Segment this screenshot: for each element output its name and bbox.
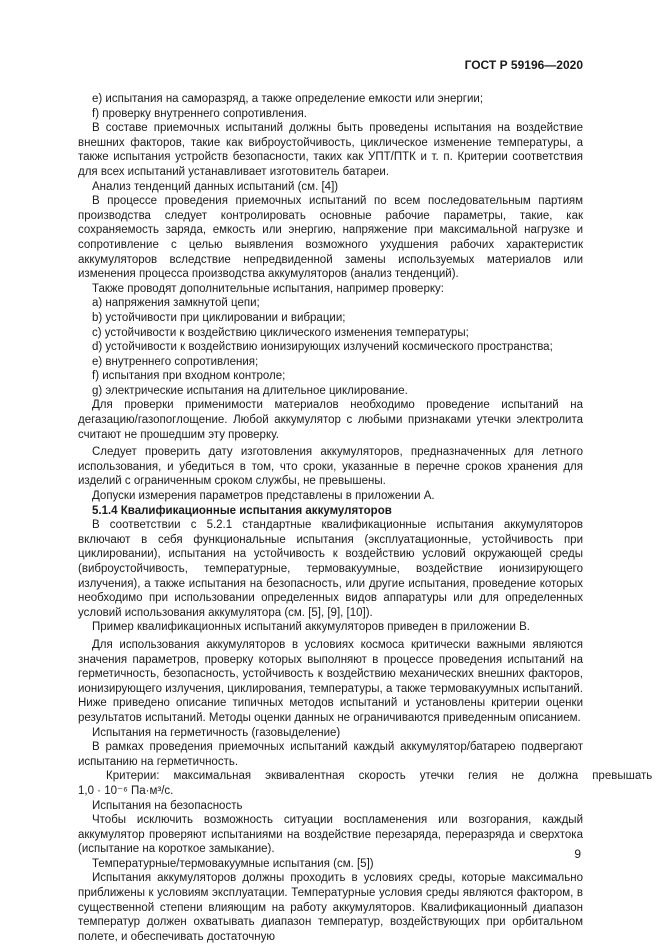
paragraph: 5.1.4 Квалификационные испытания аккумуляторов bbox=[78, 504, 583, 519]
paragraph: d) устойчивости к воздействию ионизирующих излучений космического пространства; bbox=[78, 340, 583, 355]
paragraph: a) напряжения замкнутой цепи; bbox=[78, 296, 583, 311]
paragraph: В рамках проведения приемочных испытаний каждый аккумулятор/батарею подвергают испытанию на герметичность. bbox=[78, 740, 583, 769]
criteria-line-2: 1,0 · 10⁻⁶ Па·м³/с. bbox=[78, 784, 583, 799]
document-code: ГОСТ Р 59196—2020 bbox=[465, 58, 583, 72]
paragraph: Для использования аккумуляторов в условиях космоса критически важными являются значения параметров, проверку которых выполняют в процессе проведения испытаний на герметичность, безопасность, устойчивость к воздействию механических внешних факторов, ионизирующего излучения, циклирования, температуры, а также термовакуумных испытаний. Ниже приведено описание типичных методов испытаний и установлены критерии оценки результатов испытаний. Методы оценки данных не ограничиваются приведенным описанием. bbox=[78, 638, 583, 726]
paragraph: Температурные/термовакуумные испытания (см. [5]) bbox=[78, 857, 583, 872]
paragraph: Испытания аккумуляторов должны проходить в условиях среды, которые максимально приближены к условиям эксплуатации. Температурные условия среды являются фактором, в существенной степени влияющим на работу аккумуляторов. Квалификационный диапазон температур должен охватывать диапазон температур, воздействующих при орбитальном полете, и обеспечивать достаточную bbox=[78, 871, 583, 944]
paragraph: e) внутреннего сопротивления; bbox=[78, 355, 583, 370]
text-block-2 bbox=[78, 799, 583, 944]
criteria-word: превышать bbox=[578, 769, 652, 784]
paragraph: g) электрические испытания на длительное циклирование. bbox=[78, 384, 583, 399]
criteria-word: максимальная bbox=[160, 769, 252, 784]
criteria-word: должна bbox=[524, 769, 578, 784]
paragraph: e) испытания на саморазряд, а также определение емкости или энергии; bbox=[78, 92, 583, 107]
paragraph: Анализ тенденций данных испытаний (см. [4]) bbox=[78, 180, 583, 195]
text-block-1 bbox=[78, 92, 583, 769]
criteria-word: не bbox=[497, 769, 524, 784]
criteria-word: скорость bbox=[345, 769, 406, 784]
paragraph: f) проверку внутреннего сопротивления. bbox=[78, 107, 583, 122]
page-number: 9 bbox=[574, 847, 581, 861]
criteria-word: эквивалентная bbox=[251, 769, 345, 784]
paragraph: Испытания на герметичность (газовыделение) bbox=[78, 726, 583, 741]
paragraph: В процессе проведения приемочных испытаний по всем последовательным партиям производства следует контролировать основные рабочие параметры, такие, как сохраняемость заряда, емкость или энергию, напряжение при максимальной нагрузке и сопротивление с целью выявления возможного ухудшения рабочих характеристик аккумуляторов вследствие непредвиденной замены используемых материалов или изменения процесса производства аккумуляторов (анализ тенденций). bbox=[78, 194, 583, 282]
criteria-word: утечки bbox=[406, 769, 454, 784]
criteria-paragraph bbox=[78, 769, 583, 798]
paragraph: Для проверки применимости материалов необходимо проведение испытаний на дегазацию/газопоглощение. Любой аккумулятор с любыми признаками утечки электролита считают не прошедшим эту проверку. bbox=[78, 398, 583, 442]
paragraph: Также проводят дополнительные испытания, например проверку: bbox=[78, 282, 583, 297]
paragraph: Чтобы исключить возможность ситуации воспламенения или возгорания, каждый аккумулятор проверяют испытаниями на воздействие перезаряда, переразряда и сверхтока (испытание на короткое замыкание). bbox=[78, 813, 583, 857]
paragraph: Следует проверить дату изготовления аккумуляторов, предназначенных для летного использования, и убедиться в том, что сроки, указанные в перечне сроков хранения для изделий с ограниченным сроком службы, не превышены. bbox=[78, 445, 583, 489]
paragraph: Допуски измерения параметров представлены в приложении А. bbox=[78, 489, 583, 504]
criteria-line-1 bbox=[78, 769, 583, 784]
page-body bbox=[78, 92, 583, 944]
paragraph: В составе приемочных испытаний должны быть проведены испытания на воздействие внешних факторов, такие как виброустойчивость, циклическое изменение температуры, а также испытания устройств безопасности, таких как УПТ/ПТК и т. п. Критерии соответствия для всех испытаний устанавливает изготовитель батареи. bbox=[78, 121, 583, 179]
paragraph: f) испытания при входном контроле; bbox=[78, 369, 583, 384]
criteria-word: Критерии: bbox=[78, 769, 160, 784]
paragraph: В соответствии с 5.2.1 стандартные квалификационные испытания аккумуляторов включают в себя функциональные испытания (эксплуатационные, устойчивость при циклировании), испытания на устойчивость к воздействию условий окружающей среды (виброустойчивость, температурные, термовакуумные, воздействие ионизирующего излучения), а также испытания на безопасность, или другие испытания, проведение которых необходимо при использовании определенных видов аппаратуры или для определенных условий использования аккумулятора (см. [5], [9], [10]). bbox=[78, 518, 583, 620]
paragraph: Испытания на безопасность bbox=[78, 799, 583, 814]
paragraph: b) устойчивости при циклировании и вибрации; bbox=[78, 311, 583, 326]
paragraph: Пример квалификационных испытаний аккумуляторов приведен в приложении В. bbox=[78, 620, 583, 635]
paragraph: c) устойчивости к воздействию циклического изменения температуры; bbox=[78, 326, 583, 341]
criteria-word: гелия bbox=[454, 769, 497, 784]
